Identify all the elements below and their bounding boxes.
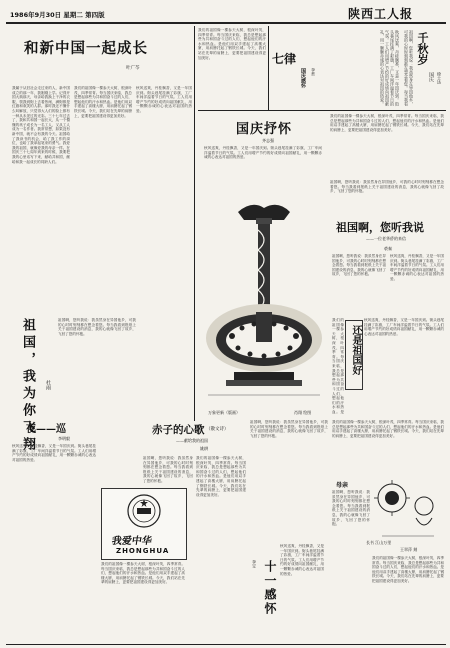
date-line: 1986年9月30日 星期二 第四版: [10, 11, 105, 19]
qiu-body: 祖国啊，您听我说：我虽然身在异国他乡，可我的心时时刻刻都在想念着您。每当我看: [404, 30, 414, 106]
feature-author: 齐志强: [262, 138, 274, 143]
poem-night-body: 秋风送爽，丹桂飘香，又是一年国庆到。街头巷尾挂满了彩旗，工厂车间洋溢着节日的气氛。工人们用增产节约的好成绩向祖国献礼，用一颗颗赤诚的心表达对祖国的热爱。: [12, 444, 96, 462]
poem-call-sub: ——一位老华侨的来信: [366, 236, 406, 241]
bottom-rule: [6, 644, 446, 645]
poem-fly-body: 祖国啊，您听我说：我虽然身在异国他乡，可我的心时时刻刻都在想念着您。每当我看到报纸上关于祖国建设的消息，我的心就像飞回了故乡，飞回了您的怀抱。: [58, 318, 136, 336]
mother-poem-title: 母亲: [336, 482, 349, 489]
lead-article-frame: [8, 27, 193, 85]
poem-call-title: 祖国啊，您听我说: [336, 221, 424, 234]
poem-call-body: 祖国啊，您听我说：我虽然身在异国他乡，可我的心时时刻刻都在想念着您。每当我看到报纸上关于祖国建设的消息，我的心就像飞回了故乡，飞回了您的怀抱。: [332, 254, 386, 277]
lead-article-body-col2: 我们的祖国像一棵参天大树，根深叶茂，四季常青。每当国庆来临，我总是想起那些为共和国奋斗过的人们，想起他们的汗水和热血。是他们用双手建起了高楼大厦，用肩膀托起了钢铁长城。今天，我们站在先辈的肩膀上，更要把祖国建设得更加美好。: [74, 86, 132, 118]
right-top-rule: [198, 110, 446, 111]
poem-fly-author: 杜雨: [45, 380, 51, 390]
poem-fly-title: 祖国，我为你飞翔: [20, 318, 35, 454]
motto-right-text: 秋风送爽，丹桂飘香，又是一年国庆到。街头巷尾挂满了彩旗，工厂车间洋溢着节日的气氛。工人们用增产节约的好成绩向祖国献礼，用一颗颗赤诚的心表达对祖国的热爱。: [364, 318, 444, 336]
lower-left-body: 我们的祖国像一棵参天大树，根深叶茂，四季常青。每当国庆来临，我总是想起那些为共和国奋斗过的人们，想起他们的汗水和热血。是他们用双手建起了高楼大厦，用肩膀托起了钢铁长城。今天，我们站在先辈的肩膀上，更要把祖国建设得更加美好。: [101, 562, 185, 585]
middle-right-text: 祖国啊，您听我说：我虽然身在异国他乡，可我的心时时刻刻都在想念着您。每当我看到报纸上关于祖国建设的消息，我的心就像飞回了故乡，飞回了您的怀抱。: [250, 420, 328, 438]
masthead: [6, 4, 446, 22]
feature-caption-author: 肖翔 绘图: [294, 410, 312, 415]
feature-body: 秋风送爽，丹桂飘香，又是一年国庆到。街头巷尾挂满了彩旗，工厂车间洋溢着节日的气氛。工人们用增产节约的好成绩向祖国献礼，用一颗颗赤诚的心表达对祖国的热爱。: [204, 146, 322, 160]
mother-poem-body: 祖国啊，您听我说：我虽然身在异国他乡，可我的心时时刻刻都在想念着您。每当我看到报纸上关于祖国建设的消息，我的心就像飞回了故乡，飞回了您的怀抱。: [332, 490, 370, 527]
lead-article-author: 叶广芩: [126, 66, 140, 71]
right-upper-text-2: 祖国啊，您听我说：我虽然身在异国他乡，可我的心时时刻刻都在想念着您。每当我看到报纸上关于祖国建设的消息，我的心就像飞回了故乡，飞回了您的怀抱。: [330, 180, 444, 194]
bottom-right-body: 我们的祖国像一棵参天大树，根深叶茂，四季常青。每当国庆来临，我总是想起那些为共和国奋斗过的人们，想起他们的汗水和热血。是他们用双手建起了高楼大厦，用肩膀托起了钢铁长城。今天，我们站在先辈的肩膀上，更要把祖国建设得更加美好。: [372, 556, 444, 583]
lead-article-title: 和新中国一起成长: [24, 40, 148, 57]
qilu-body: 秋风送爽，丹桂飘香，又是一年国庆到。街头巷尾挂满了彩旗，工厂车间洋溢着节日的气氛。工人们用增产节约的好成绩向祖国献礼，用一颗颗赤诚的心表达对祖国的热爱。: [380, 30, 400, 106]
poem-heart-sub: ——献给我的祖国: [176, 438, 208, 443]
qiu-author: 徐士达: [437, 72, 442, 84]
ad-sub: ZHONGHUA: [116, 547, 170, 555]
paper-name: 陕西工人报: [348, 7, 414, 21]
bottom-right-illustration: [372, 478, 444, 540]
poem-heart-author: 姚耕: [200, 446, 208, 451]
motto-box: [345, 320, 363, 390]
qilu-sub: 国庆感怀: [300, 68, 306, 88]
huabiao-column-illustration: [198, 190, 330, 408]
middle-right-text-2: 我们的祖国像一棵参天大树，根深叶茂，四季常青。每当国庆来临，我总是想起那些为共和国奋斗过的人们，想起他们的汗水和热血。是他们用双手建起了高楼大厦，用肩膀托起了钢铁长城。今天，我们站在先辈的肩膀上，更要把祖国建设得更加美好。: [332, 420, 444, 438]
poem-eleven-author: 李宝: [252, 560, 257, 568]
feature-illustration: [198, 190, 330, 408]
poem-night-title: 夜——巡: [26, 424, 66, 435]
right-upper-text: 我们的祖国像一棵参天大树，根深叶茂，四季常青。每当国庆来临，我总是想起那些为共和国奋斗过的人们，想起他们的汗水和热血。是他们用双手建起了高楼大厦，用肩膀托起了钢铁长城。今天，我们站在先辈的肩膀上，更要把祖国建设得更加美好。: [330, 114, 444, 132]
column-divider-2: [268, 26, 269, 110]
bottom-right-author: 王翠萍 刻: [400, 547, 418, 552]
poem-heart-title: 赤子的心歌: [152, 424, 205, 436]
lead-article-body: 我属于从旧社会走过来的人，新中国成立的那一年，我刚刚上学。记得开国大典那天，母亲给我换上干净的衣服，领我到街上去看热闹，满街都是红旗和欢笑的人群。那时我还不懂什么叫解放，只觉得大人们的脸上都有一种从未见过的光彩。三十七年过去了，我和共和国一起长大，从一个懵懂的孩子成长为一名工人，又从工人成为一名作者。我常常想，如果没有新中国，就不会有我的今天。祖国给了我读书的机会，给了我工作的岗位，也给了我拿起笔来的勇气。我爱我的祖国，就像爱我的母亲一样。在国庆三十七周年到来的时候，我要把我的心里话写下来，献给共和国，献给和我一起成长的同龄人们。: [12, 86, 70, 164]
ad-banner: 我爱中华: [110, 536, 153, 547]
poem-eleven-body: 秋风送爽，丹桂飘香，又是一年国庆到。街头巷尾挂满了彩旗，工厂车间洋溢着节日的气氛。工人们用增产节约的好成绩向祖国献礼，用一颗颗赤诚的心表达对祖国的热爱。: [280, 544, 324, 576]
feature-title: 国庆抒怀: [236, 122, 293, 137]
motto-text: 还是祖国好: [350, 325, 361, 375]
qiu-sub: 国庆: [428, 72, 434, 82]
qiu-title: 千秋岁: [416, 32, 429, 65]
qilu-block: [272, 28, 332, 110]
sunflower-illustration: [372, 478, 444, 540]
feature-caption: 万象更新（版画）: [208, 410, 240, 415]
poem-call-body-col2: 秋风送爽，丹桂飘香，又是一年国庆到。街头巷尾挂满了彩旗，工厂车间洋溢着节日的气氛。工人们用增产节约的好成绩向祖国献礼，用一颗颗赤诚的心表达对祖国的热爱。: [390, 254, 444, 281]
poem-heart-body: 祖国啊，您听我说：我虽然身在异国他乡，可我的心时时刻刻都在想念着您。每当我看到报纸上关于祖国建设的消息，我的心就像飞回了故乡，飞回了您的怀抱。: [143, 456, 193, 483]
poem-night-author: 李明毅: [58, 436, 70, 441]
lead-article-body-col3: 秋风送爽，丹桂飘香，又是一年国庆到。街头巷尾挂满了彩旗，工厂车间洋溢着节日的气氛。工人们用增产节约的好成绩向祖国献礼，用一颗颗赤诚的心表达对祖国的热爱。: [136, 86, 192, 113]
centre-upper-text: 我们的祖国像一棵参天大树，根深叶茂，四季常青。每当国庆来临，我总是想起那些为共和国奋斗过的人们，想起他们的汗水和热血。是他们用双手建起了高楼大厦，用肩膀托起了钢铁长城。今天，我们站在先辈的肩膀上，更要把祖国建设得更加美好。: [198, 28, 266, 60]
poem-eleven-title: 十一感怀: [263, 560, 277, 616]
qilu-author: 李哲: [311, 68, 316, 76]
column-divider-1: [194, 26, 195, 421]
masthead-rule: [6, 22, 446, 24]
poem-heart-note: （散文诗）: [206, 427, 229, 432]
qilu-title: 七律: [272, 52, 297, 66]
poem-call-author: 裘秦: [384, 246, 392, 251]
poem-heart-body-col2: 我们的祖国像一棵参天大树，根深叶茂，四季常青。每当国庆来临，我总是想起那些为共和国奋斗过的人们，想起他们的汗水和热血。是他们用双手建起了高楼大厦，用肩膀托起了钢铁长城。今天，我们站在先辈的肩膀上，更要把祖国建设得更加美好。: [196, 456, 246, 497]
motto-side-text: 我们的祖国像一棵参天大树，根深叶茂，四季常青。每当国庆来临，我总是想起那些为共和国奋斗过的人们，想起他们的汗水和热血。是: [332, 318, 344, 414]
bottom-right-caption: 长书 江山万里: [366, 540, 392, 545]
